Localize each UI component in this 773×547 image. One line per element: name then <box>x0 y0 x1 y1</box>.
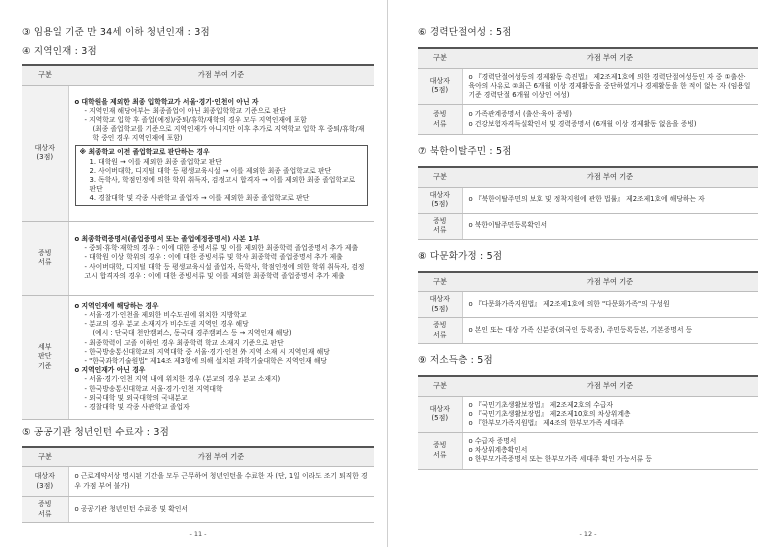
sec7-target: o 『북한이탈주민의 보호 및 정착지원에 관한 법률』 제2조제1호에 해당하는 자 <box>462 187 758 213</box>
detail-criteria <box>68 295 374 419</box>
target-line: (최종 졸업학교를 기준으로 지역인재가 아니지만 이후 추가로 지역학교 입학 후 중퇴/휴학/재학 중인 경우 지역인재에 포함) <box>92 125 365 143</box>
defector-table <box>418 166 758 240</box>
header-criteria: 가점 부여 기준 <box>68 447 374 467</box>
sec9-target-line: o 『국민기초생활보장법』 제2조제2호의 수급자 <box>468 400 614 409</box>
detail-line: - 경찰대학 및 각종 사관학교 졸업자 <box>84 402 190 411</box>
section-3-title: ③ 임용일 기준 만 34세 이하 청년인재 : 3점 <box>22 27 210 39</box>
detail-line: - "한국과학기술원법" 제14조 제3항에 의해 설치된 과학기술대학은 지역인재 해당 <box>84 357 328 365</box>
career-break-table <box>418 47 758 135</box>
proof-line: o 최종학력증명서(졸업증명서 또는 졸업예정증명서) 사본 1부 <box>74 235 260 244</box>
sec5-proof-category: 증빙 서류 <box>22 497 68 523</box>
proof-line: - 중퇴·휴학·재학의 경우 : 이에 대한 증빙서류 및 이를 제외한 최종학력 졸업증명서 추가 제출 <box>84 244 359 253</box>
proof-line: - 대학원 이상 학위의 경우 : 이에 대한 증빙서류 및 학사 최종학력 졸업증명서 추가 제출 <box>84 253 343 262</box>
header-category: 구분 <box>418 48 462 68</box>
header-category: 구분 <box>22 447 68 467</box>
section-7-title: ⑦ 북한이탈주민 : 5점 <box>418 146 512 158</box>
header-criteria: 가점 부여 기준 <box>68 65 374 85</box>
target-criteria <box>68 85 374 221</box>
section-6-title: ⑥ 경력단절여성 : 5점 <box>418 27 512 39</box>
sec5-target: o 근로계약서상 명시된 기간을 모두 근무하여 청년인턴을 수료한 자 (단, 1일 이라도 조기 퇴직한 경우 가점 부여 불가) <box>68 467 374 497</box>
sec9-proof-line: o 차상위계층확인서 <box>468 446 528 455</box>
sec8-proof-category: 증빙 서류 <box>418 318 462 344</box>
exception-note-box <box>75 145 369 206</box>
header-category: 구분 <box>418 272 462 292</box>
sec6-target: o 『경력단절여성등의 경제활동 촉진법』 제2조제1호에 의한 경력단절여성등인 자 중 ①출산·육아의 사유로 ②최근 6개월 이상 경제활동을 중단하였거나 경제활동을 한 적이 없는 자 (임용일 기준 경력단절 6개월 이상인 여성) <box>462 68 758 105</box>
sec8-proof: o 본인 또는 대상 가족 신분증(외국인 등록증), 주민등록등본, 기본증명서 등 <box>462 318 758 344</box>
detail-line: o 지역인재가 아닌 경우 <box>74 366 146 375</box>
page-11 <box>22 0 374 547</box>
sec6-proof-line: o 건강보험자격득실확인서 및 경력증명서 (6개월 이상 경제활동 없음을 증빙) <box>468 119 697 128</box>
sec8-target-category: 대상자 (5점) <box>418 292 462 318</box>
detail-line: - 외국대학 및 외국대학의 국내분교 <box>84 393 188 402</box>
note-line: 3. 독학사, 학점인정에 의한 학위 취득자, 검정고시 합격자 → 이를 제외한 최종 졸업학교로 판단 <box>89 175 356 194</box>
sec9-proof <box>462 433 758 470</box>
proof-line: - 사이버대학, 디지털 대학 등 평생교육시설 졸업자, 독학사, 학점인정에 의한 학위 취득자, 검정고시 합격자의 경우 : 이에 대한 증빙서류 및 이를 제외한 최종학력 졸업증명서 추가 제출 <box>84 262 365 280</box>
section-4-title: ④ 지역인재 : 3점 <box>22 46 97 58</box>
detail-line: o 지역인재에 해당하는 경우 <box>74 301 159 310</box>
proof-criteria <box>68 221 374 295</box>
sec9-proof-category: 증빙 서류 <box>418 433 462 470</box>
detail-line: (예시 : 단국대 천안캠퍼스, 동국대 경주캠퍼스 등 → 지역인재 해당) <box>92 329 292 338</box>
detail-line: - 분교의 경우 분교 소재지가 비수도권 지역인 경우 해당 <box>84 320 249 329</box>
detail-line: - 한국방송통신대학교 서울·경기·인천 지역대학 <box>84 384 223 393</box>
page-12 <box>418 0 758 547</box>
detail-line: - 서울·경기·인천 지역 내에 위치한 경우 (분교의 경우 분교 소재지) <box>84 375 281 384</box>
note-line: 4. 경찰대학 및 각종 사관학교 졸업자 → 이를 제외한 최종 졸업학교로 판단 <box>89 194 310 203</box>
header-category: 구분 <box>418 376 462 396</box>
sec7-proof-category: 증빙 서류 <box>418 213 462 239</box>
header-criteria: 가점 부여 기준 <box>462 272 758 292</box>
target-line: - 지역인재 해당여부는 최종졸업이 아닌 최종입학학교 기준으로 판단 <box>84 106 286 115</box>
detail-line: - 서울·경기·인천을 제외한 비수도권에 위치한 지방학교 <box>84 311 247 320</box>
page-number: - 11 - <box>189 530 207 539</box>
sec8-target: o 『다문화가족지원법』 제2조제1호에 의한 "다문화가족"의 구성원 <box>462 292 758 318</box>
section-5-title: ⑤ 공공기관 청년인턴 수료자 : 3점 <box>22 426 169 438</box>
sec9-proof-line: o 수급자 증명서 <box>468 437 517 446</box>
sec7-proof: o 북한이탈주민등록확인서 <box>462 213 758 239</box>
note-line: 2. 사이버대학, 디지털 대학 등 평생교육시설 → 이를 제외한 최종 졸업학교로 판단 <box>89 166 332 175</box>
page-divider <box>387 0 388 547</box>
section-9-title: ⑨ 저소득층 : 5점 <box>418 355 493 367</box>
sec9-target <box>462 396 758 433</box>
sec5-target-category: 대상자 (3점) <box>22 467 68 497</box>
detail-line: - 한국방송통신대학교의 지역대학 중 서울·경기·인천 外 지역 소재 시 지역인재 해당 <box>84 347 330 356</box>
sec9-target-line: o 『국민기초생활보장법』 제2조제10호의 차상위계층 <box>468 409 631 418</box>
sec7-target-category: 대상자 (5점) <box>418 187 462 213</box>
header-category: 구분 <box>22 65 68 85</box>
target-category: 대상자 (3점) <box>22 85 68 221</box>
sec5-proof: o 공공기관 청년인턴 수료증 및 확인서 <box>68 497 374 523</box>
detail-category: 세부 판단 기준 <box>22 295 68 419</box>
page-number: - 12 - <box>579 530 597 539</box>
header-criteria: 가점 부여 기준 <box>462 167 758 187</box>
sec9-target-line: o 『한부모가족지원법』 제4조의 한부모가족 세대주 <box>468 418 624 427</box>
target-line: - 지역학교 입학 후 졸업(예정)/중퇴/휴학/재학의 경우 모두 지역인재에 포함 <box>84 115 307 124</box>
header-criteria: 가점 부여 기준 <box>462 48 758 68</box>
sec6-target-category: 대상자 (5점) <box>418 68 462 105</box>
detail-line: - 최종학력이 고졸 이하인 경우 최종학력 학교 소재지 기준으로 판단 <box>84 338 284 347</box>
sec9-target-category: 대상자 (5점) <box>418 396 462 433</box>
header-criteria: 가점 부여 기준 <box>462 376 758 396</box>
regional-talent-table <box>22 64 374 420</box>
sec9-proof-line: o 한부모가족증명서 또는 한부모가족 세대주 확인 가능서류 등 <box>468 455 652 464</box>
sec6-proof <box>462 105 758 135</box>
target-line: o 대학원을 제외한 최종 입학학교가 서울·경기·인천이 아닌 자 <box>74 97 259 106</box>
section-8-title: ⑧ 다문화가정 : 5점 <box>418 250 503 262</box>
low-income-table <box>418 375 758 470</box>
youth-intern-table <box>22 446 374 524</box>
note-line: 1. 대학원 → 이를 제외한 최종 졸업학교 판단 <box>89 157 222 166</box>
header-category: 구분 <box>418 167 462 187</box>
note-line: ※ 최종학교 이전 졸업학교로 판단하는 경우 <box>79 148 210 157</box>
proof-category: 증빙 서류 <box>22 221 68 295</box>
sec6-proof-category: 증빙 서류 <box>418 105 462 135</box>
sec6-proof-line: o 가족관계증명서 (출산·육아 증빙) <box>468 110 572 119</box>
multicultural-table <box>418 271 758 345</box>
